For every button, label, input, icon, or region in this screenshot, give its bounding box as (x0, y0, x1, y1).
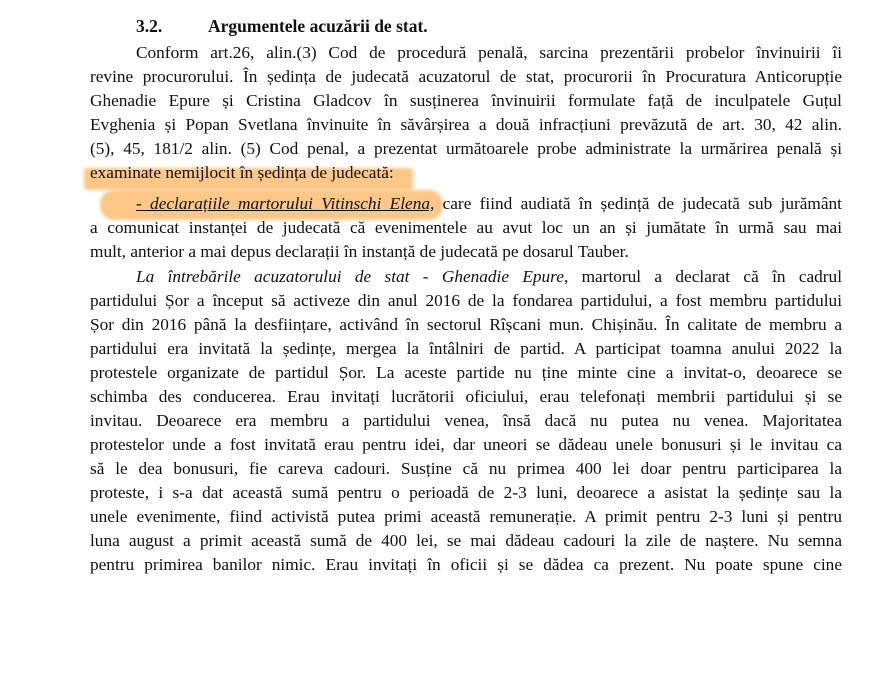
paragraph-line: pentru primirea banilor nimic. Erau invitați în oficii și se dădea ca prezent. Nu poate spune cine (90, 555, 842, 574)
paragraph-line: partidului era invitată la ședințe, mergea la întâlniri de partid. A participat toamna anului 2022 la (90, 339, 842, 358)
paragraph-line: protestelor unde a fost invitată erau pentru idei, dar uneori se dădeau unele bonusuri și le invitau ca (90, 435, 842, 454)
witness-declaration-label: - declarațiile martorului Vitinschi Elena, (136, 194, 435, 213)
paragraph-line: unele evenimente, fiind activistă putea primi această remunerație. A primit pentru 2-3 luni și pentru (90, 507, 842, 526)
paragraph-line: invitau. Deoarece era membru a partidului venea, însă dacă nu putea nu venea. Majoritatea (90, 411, 842, 430)
paragraph-line: examinate nemijlocit în ședința de judecată: (90, 163, 394, 182)
paragraph-line: - declarațiile martorului Vitinschi Elena, care fiind audiată în ședință de judecată sub jurământ (136, 194, 842, 213)
paragraph-line: protestele organizate de partidul Șor. La aceste partide nu ține minte cine a invitat-o, deoarece se (90, 363, 842, 382)
paragraph-line: La întrebările acuzatorului de stat - Ghenadie Epure, martorul a declarat că în cadrul (136, 267, 843, 286)
paragraph-line: (5), 45, 181/2 alin. (5) Cod penal, a prezentat următoarele probe administrate la urmărirea penală și (90, 139, 842, 158)
paragraph-line: a comunicat instanței de judecată că evenimentele au avut loc un an și jumătate în urmă sau mai (90, 218, 842, 237)
paragraph-line: Ghenadie Epure și Cristina Gladcov în susținerea învinuirii formulate față de inculpatele Guțul (90, 91, 842, 110)
paragraph-line: luna august a primit această sumă de 400 lei, se mai dădeau cadouri la zile de naștere. Nu semna (90, 531, 842, 550)
paragraph-line: revine procurorului. În ședința de judecată acuzatorul de stat, procurorii în Procuratura Anticorupție (90, 67, 842, 86)
paragraph-line: Evghenia și Popan Svetlana învinuite în săvârșirea a două infracțiuni prevăzută de art. 30, 42 alin. (90, 115, 842, 134)
paragraph-line: mult, anterior a mai depus declarații în instanță de judecată pe dosarul Tauber. (90, 242, 629, 261)
paragraph-line: proteste, i s-a dat această sumă pentru o perioadă de 2-3 luni, deoarece a asistat la ședințe sau la (90, 483, 842, 502)
section-title: Argumentele acuzării de stat. (208, 16, 428, 36)
paragraph-line: să le dea bonusuri, fie careva cadouri. Susține că nu primea 400 lei doar pentru participarea la (90, 459, 842, 478)
paragraph-line: partidului Șor a început să activeze din anul 2016 de la fondarea partidului, a fost membru partidului (90, 291, 842, 310)
paragraph-line: Șor din 2016 până la desființare, activând în sectorul Rîșcani mun. Chișinău. În calitate de membru a (90, 315, 842, 334)
paragraph-line: Conform art.26, alin.(3) Cod de procedură penală, sarcina prezentării probelor învinuirii îi (136, 43, 842, 62)
section-heading (136, 16, 428, 37)
paragraph-line: schimba des conducerea. Erau invitați lucrătorii oficiului, erau telefonați membrii partidului și se (90, 387, 842, 406)
section-number: 3.2. (136, 16, 163, 36)
prosecutor-question-label: La întrebările acuzatorului de stat - Ghenadie Epure (136, 267, 564, 286)
